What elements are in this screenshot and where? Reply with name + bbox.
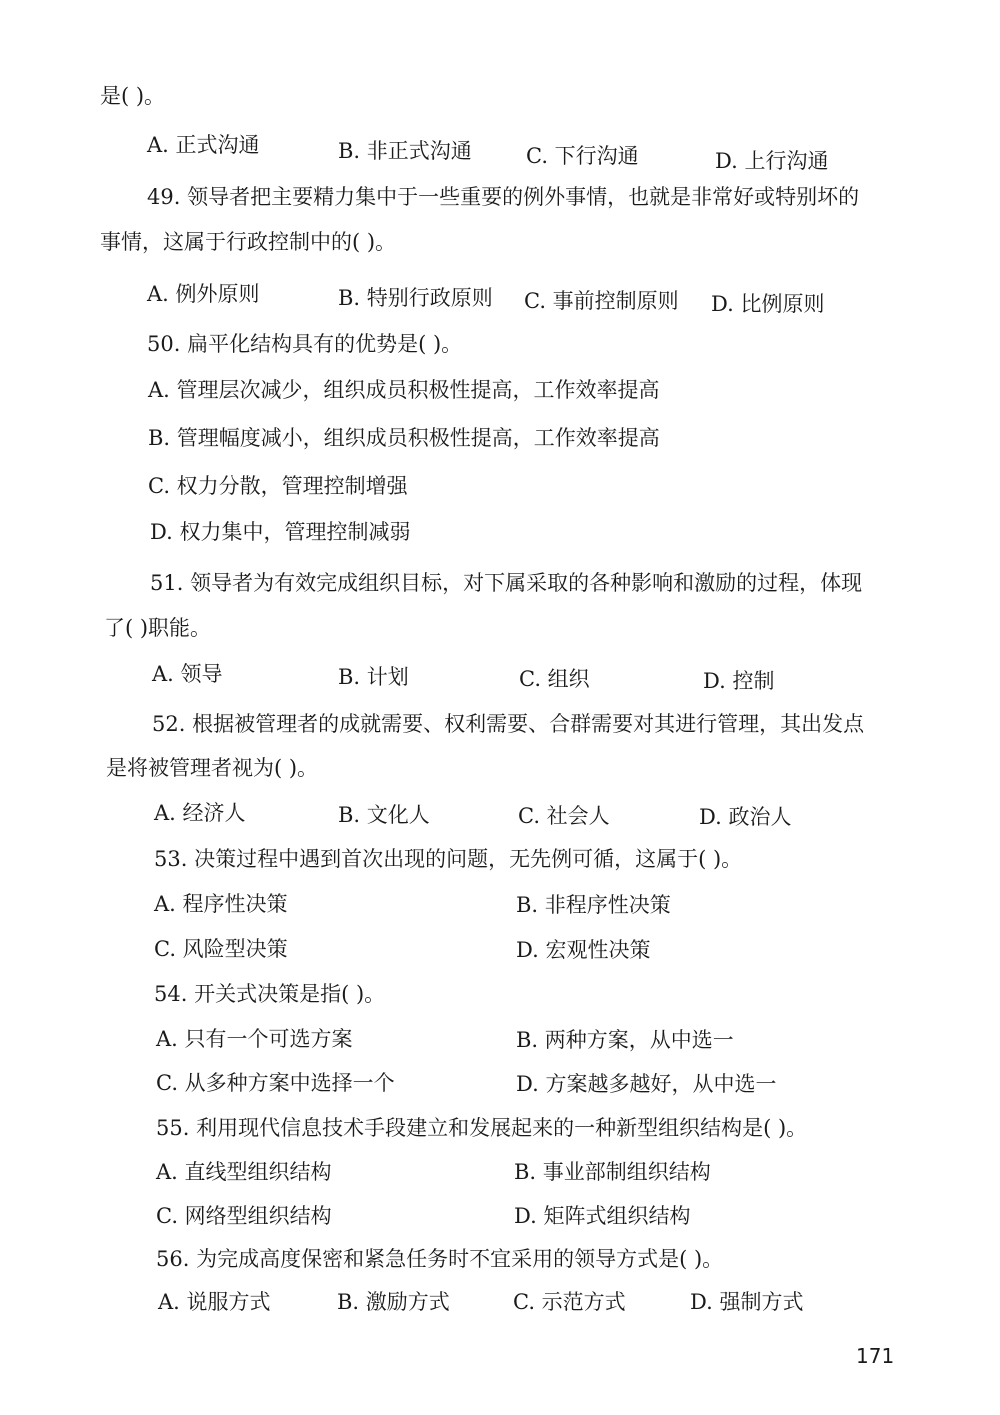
q52-line-1: 52. 根据被管理者的成就需要、权利需要、合群需要对其进行管理，其出发点 [152,712,865,736]
page-number: 171 [856,1344,895,1368]
q49-option-d: D. 比例原则 [711,292,825,316]
q56-option-a: A. 说服方式 [158,1290,271,1314]
q53-option-c: C. 风险型决策 [154,937,288,961]
q49-option-a: A. 例外原则 [147,282,260,306]
q53-option-d: D. 宏观性决策 [516,938,651,962]
q51-option-d: D. 控制 [703,669,775,693]
lead-option-d: D. 上行沟通 [715,149,829,173]
q50-option-c: C. 权力分散，管理控制增强 [148,474,408,498]
q54-line-1: 54. 开关式决策是指( )。 [154,982,386,1006]
q55-line-1: 55. 利用现代信息技术手段建立和发展起来的一种新型组织结构是( )。 [156,1116,808,1140]
q54-option-a: A. 只有一个可选方案 [156,1027,353,1051]
q50-line-1: 50. 扁平化结构具有的优势是( )。 [147,332,463,356]
q51-line-1: 51. 领导者为有效完成组织目标，对下属采取的各种影响和激励的过程，体现 [150,571,863,595]
lead-question-line: 是( )。 [100,84,166,108]
q54-option-b: B. 两种方案，从中选一 [516,1028,734,1052]
q49-option-c: C. 事前控制原则 [524,289,679,313]
q49-line-1: 49. 领导者把主要精力集中于一些重要的例外事情，也就是非常好或特别坏的 [147,185,860,209]
q56-option-c: C. 示范方式 [513,1290,626,1314]
q50-option-d: D. 权力集中，管理控制减弱 [150,520,411,544]
lead-option-c: C. 下行沟通 [526,144,639,168]
q55-option-a: A. 直线型组织结构 [156,1160,332,1184]
q50-option-a: A. 管理层次减少，组织成员积极性提高，工作效率提高 [148,378,660,402]
q55-option-c: C. 网络型组织结构 [156,1204,332,1228]
lead-option-a: A. 正式沟通 [147,133,260,157]
q54-option-c: C. 从多种方案中选择一个 [156,1071,395,1095]
q50-option-b: B. 管理幅度减小，组织成员积极性提高，工作效率提高 [148,426,660,450]
q49-line-2: 事情，这属于行政控制中的( )。 [100,230,397,254]
q52-option-d: D. 政治人 [699,805,792,829]
q56-line-1: 56. 为完成高度保密和紧急任务时不宜采用的领导方式是( )。 [156,1247,724,1271]
q52-option-b: B. 文化人 [338,803,430,827]
lead-option-b: B. 非正式沟通 [338,139,472,163]
q55-option-d: D. 矩阵式组织结构 [514,1204,691,1228]
q56-option-d: D. 强制方式 [690,1290,804,1314]
q53-option-b: B. 非程序性决策 [516,893,671,917]
q53-option-a: A. 程序性决策 [154,892,288,916]
q51-option-b: B. 计划 [338,665,409,689]
q54-option-d: D. 方案越多越好，从中选一 [516,1072,777,1096]
q49-option-b: B. 特别行政原则 [338,286,493,310]
q52-option-c: C. 社会人 [518,804,610,828]
q52-option-a: A. 经济人 [154,801,246,825]
q51-option-a: A. 领导 [152,662,223,686]
q52-line-2: 是将被管理者视为( )。 [106,756,319,780]
q56-option-b: B. 激励方式 [337,1290,450,1314]
q51-line-2: 了( )职能。 [104,616,212,640]
q55-option-b: B. 事业部制组织结构 [514,1160,711,1184]
q51-option-c: C. 组织 [519,667,590,691]
q53-line-1: 53. 决策过程中遇到首次出现的问题，无先例可循，这属于( )。 [154,847,743,871]
